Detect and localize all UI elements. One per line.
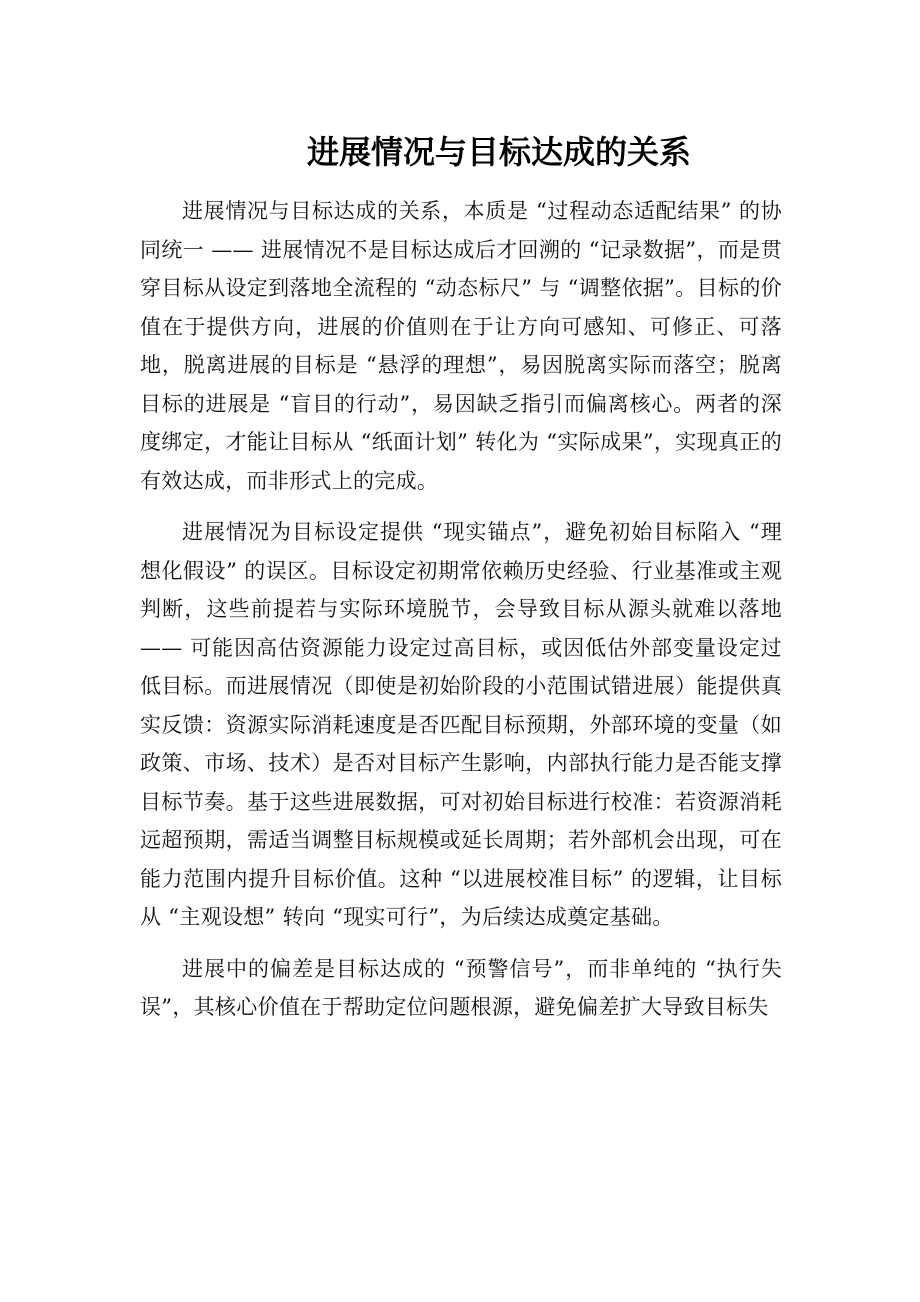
document-title: 进展情况与目标达成的关系: [306, 133, 691, 171]
paragraph-2: 进展情况为目标设定提供 “现实锚点”，避免初始目标陷入 “理想化假设” 的误区。目标设定初期常依赖历史经验、行业基准或主观判断，这些前提若与实际环境脱节，会导致目标从源头就难以落地 —— 可能因高估资源能力设定过高目标，或因低估外部变量设定过低目标。而进展情况（即使是初始阶段的小范围试错进展）能提供真实反馈：资源实际消耗速度是否匹配目标预期，外部环境的变量（如政策、市场、技术）是否对目标产生影响，内部执行能力是否能支撑目标节奏。基于这些进展数据，可对初始目标进行校准：若资源消耗远超预期，需适当调整目标规模或延长周期；若外部机会出现，可在能力范围内提升目标价值。这种 “以进展校准目标” 的逻辑，让目标从 “主观设想” 转向 “现实可行”，为后续达成奠定基础。: [140, 520, 782, 929]
paragraph-1: 进展情况与目标达成的关系，本质是 “过程动态适配结果” 的协同统一 —— 进展情况不是目标达成后才回溯的 “记录数据”，而是贯穿目标从设定到落地全流程的 “动态标尺” 与 “调整依据”。目标的价值在于提供方向，进展的价值则在于让方向可感知、可修正、可落地，脱离进展的目标是 “悬浮的理想”，易因脱离实际而落空；脱离目标的进展是 “盲目的行动”，易因缺乏指引而偏离核心。两者的深度绑定，才能让目标从 “纸面计划” 转化为 “实际成果”，实现真正的有效达成，而非形式上的完成。: [140, 199, 782, 493]
paragraph-3: 进展中的偏差是目标达成的 “预警信号”，而非单纯的 “执行失误”，其核心价值在于帮助定位问题根源，避免偏差扩大导致目标失: [140, 956, 782, 1019]
